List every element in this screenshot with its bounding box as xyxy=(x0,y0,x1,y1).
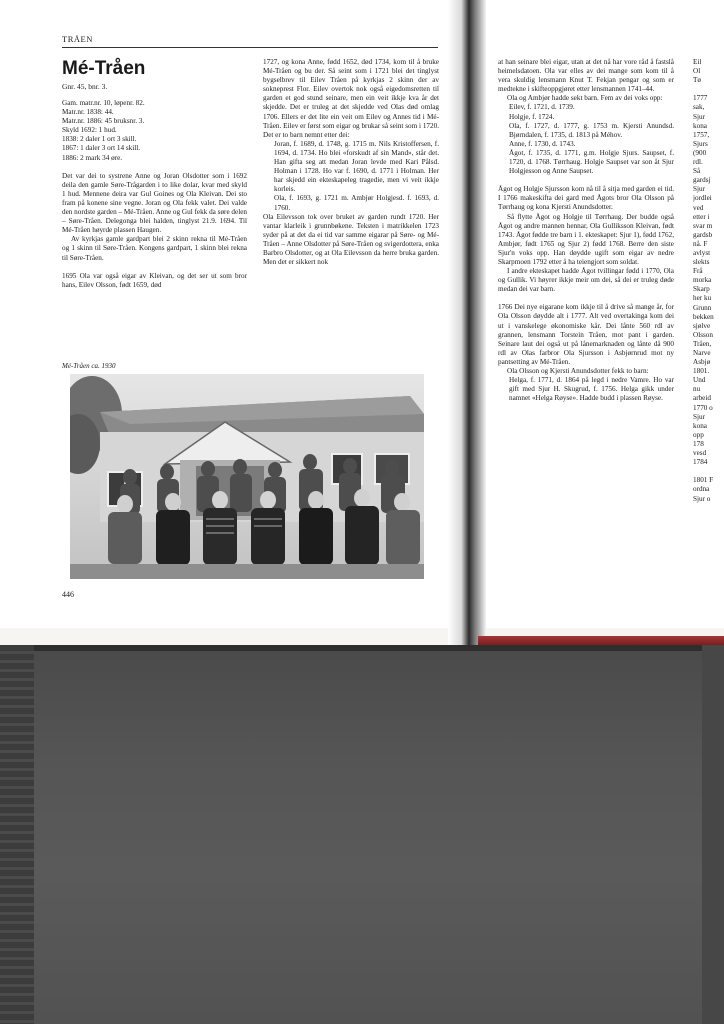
scanner-right-edge xyxy=(702,645,724,1024)
page-number: 446 xyxy=(62,590,74,599)
group-photo-illustration xyxy=(70,374,424,579)
body-paragraph: 1766 Dei nye eigarane kom ikkje til å drive så mange år, for Ola Olsson døydde alt i 1777. Alt ved overtakinga kom dei ut i vanskelege økonomiske kår. Dei lånte 560 rdl av grannen, lensmann Torstein Tråen, mot pant i garden. Seinare laut dei også ut på lånemarknaden og lånte då 900 rdl av Olas farbror Ola Sjursson i Asbjørnrud mot ny pantsetting av Mé-Tråen. xyxy=(498,303,674,366)
body-paragraph: Det var dei to systrene Anne og Joran Olsdotter som i 1692 deila den gamle Søre-Trågarden i to like dolar, kvar med skyld 1 hud. Mennene deira var Gul Goines og Ola Kleivan. Dei sto fram på konene sine vegne. Joran og Ola fekk valet. Dei valde den nordste garden – Mé-Tråen. Anne og Gul fekk da søre delen – Søre-Tråen. Delegonga blei halden, tinglyst 21.9. 1694. Til Mé-Tråen høyrde plassen Haugen. xyxy=(62,171,247,235)
cropped-line-fragment: arbeid xyxy=(693,394,711,403)
register-line: Matr.nr. 1838: 44. xyxy=(62,108,114,117)
cropped-line-fragment: 1784 xyxy=(693,458,708,467)
running-head: TRÅEN xyxy=(62,34,93,44)
cropped-line-fragment: ved xyxy=(693,203,704,212)
register-line: Gam. matr.nr. 10, løpenr. 82. xyxy=(62,99,145,107)
cropped-line-fragment: jordlei xyxy=(693,194,712,203)
body-paragraph: Ågot og Holgje Sjursson kom nå til å sitja med garden ei tid. I 1766 makeskifta dei gard med Ågots bror Ola Olsson på Tørrhaug og kona Kjersti Anundsdotter. xyxy=(498,185,674,212)
cropped-line-fragment: Ol xyxy=(693,67,701,76)
photo-caption: Mé-Tråen ca. 1930 xyxy=(62,362,116,370)
cropped-line-fragment: 1770 o xyxy=(693,403,713,412)
register-line: 1838: 2 daler 1 ort 3 skill. xyxy=(62,135,137,144)
cropped-line-fragment: 1777 xyxy=(693,94,708,103)
child-entry: Eilev, f. 1721, d. 1739. xyxy=(509,103,575,112)
cropped-line-fragment: 178 xyxy=(693,439,704,448)
cropped-line-fragment: Narve xyxy=(693,349,711,357)
child-entry: Joran, f. 1689, d. 1748, g. 1715 m. Nils Kristoffersen, f. 1694, d. 1734. Ho blei «forskudt af sin Mand», står det. Han gifta seg att medan Joran levde med Kari Pålsd. Holman i 1728. Ho var f. 1690, d. 1771 i Holman. Her har skjedd ein ekteskapeleg tragedie, men vi veit ikkje korleis. xyxy=(274,139,439,194)
cropped-line-fragment: rdl. xyxy=(693,158,703,167)
register-line: 1886: 2 mark 34 øre. xyxy=(62,153,123,162)
cropped-line-fragment: Sjur xyxy=(693,112,705,121)
cropped-line-fragment: Tø xyxy=(693,76,701,85)
body-paragraph: I andre ekteskapet hadde Ågot tvillingar fødd i 1770, Ola og Gullik. Vi høyrer ikkje meir om dei, så dei er truleg døde medan dei var barn. xyxy=(498,267,674,294)
cropped-line-fragment: vesd xyxy=(693,449,707,458)
cropped-line-fragment: morka xyxy=(693,276,712,285)
cropped-line-fragment: 1801 F xyxy=(693,476,714,485)
cropped-line-fragment: gardsb xyxy=(693,230,713,239)
group-photo xyxy=(70,374,424,579)
body-paragraph: at han seinare blei eigar, utan at det nå har vore råd å fastslå heimelsdatoen. Ola var elles av dei mange som kom til å vera skuldig lensmann Knut T. Fekjan pengar og som er medtekne i skifteoppgjøret etter lensmannen 1741–44. xyxy=(498,58,674,94)
right-column-2-cropped xyxy=(693,58,724,504)
body-paragraph: Så flytte Ågot og Holgje til Tørrhaug. Der budde også Ågot og andre mannen hennar, Ola Gulliksson Kleivan, født 1743. Ågot fødde tre barn i 1. ekteskapet: Sjur 1), fødd 1762, Ambjør, født 1765 og Sjur 2) fødd 1768. Berre den siste Sjur'n voks opp. Han døydde ugift som eigar av nedre Skarpmoen 1792 etter å ha teiengjort som soldat. xyxy=(498,212,674,266)
body-paragraph: 1727, og kona Anne, fødd 1652, død 1734, kom til å bruke Mé-Tråen og bu der. Så seint som i 1721 blei det tinglyst bygselbrev til Eilev Tråen på kyrkjas 2 skinn der av sokneprest Flor. Eilev overtok nok også eigedomsretten til garden et god stund seinare, men ein veit ikkje kva år det skjedde. Det er truleg at det skjedde ved Olas død omlag 1706. Ellers er det lite ein veit om Eilev og Annes tid i Mé-Tråen. Eilev er først som eigar og brukar så seint som i 1720. Det er to barn nemnt etter dei: xyxy=(263,58,439,139)
body-paragraph: 1695 Ola var også eigar av Kleivan, og det ser ut som bror hans, Eilev Olsson, født 1659, død xyxy=(62,271,247,289)
child-entry: Holgje, f. 1724. xyxy=(509,112,555,121)
cropped-line-fragment xyxy=(693,467,724,476)
child-entry: Ola, f. 1727, d. 1777, g. 1753 m. Kjersti Anundsd. Bjørndalen, f. 1735, d. 1813 på Méhov. xyxy=(509,121,674,139)
cropped-line-fragment: opp xyxy=(693,430,704,439)
book-cover-edge xyxy=(478,636,724,645)
child-entry: Helga, f. 1771, d. 1864 på legd i nedre Vamre. Ho var gift med Sjur H. Skugrud, f. 1756. Helga gikk under namnet «Helga Røyse». Hadde budd i plassen Røyse. xyxy=(509,376,674,403)
left-column-1 xyxy=(62,99,247,290)
cropped-line-fragment: Asbjø xyxy=(693,358,711,367)
register-line: Matr.nr. 1886: 45 bruksnr. 3. xyxy=(62,117,145,126)
cropped-line-fragment: avlyst xyxy=(693,248,711,257)
cropped-line-fragment: Frå xyxy=(693,267,703,276)
scanner-fold-line xyxy=(0,645,724,651)
cropped-line-fragment: kona xyxy=(693,121,707,130)
left-column-2 xyxy=(263,58,439,267)
cropped-line-fragment: Eil xyxy=(693,58,702,66)
child-entry: Anne, f. 1730, d. 1743. xyxy=(509,139,576,148)
child-entry: Ola, f. 1693, g. 1721 m. Ambjør Holgjesd. f. 1693, d. 1760. xyxy=(274,194,439,212)
body-paragraph: Ola Olsson og Kjersti Anundsdotter fekk to barn: xyxy=(507,367,649,375)
body-paragraph: Ola Eilevsson tok over bruket av garden rundt 1720. Her vantar klarleik i grunnbøkene. Teksten i matrikkelen 1723 syder på at det da ei tid var samme eigarar på Søre- og Mé-Tråen – Anne Olsdotter på Søre-Tråen og svigerdottera, enka Barbro Olsdotter, og at Ola Eilevsson da herre bruka garden. Men det er sikkert nok xyxy=(263,212,439,267)
cropped-line-fragment: Skarp xyxy=(693,285,710,294)
cropped-line-fragment: (900 xyxy=(693,148,707,157)
farm-number: Gnr. 45, bnr. 3. xyxy=(62,82,108,91)
cropped-line-fragment: Olsson xyxy=(693,330,713,339)
cropped-line-fragment: sak, xyxy=(693,103,705,112)
cropped-line-fragment: Sjur o xyxy=(693,494,711,503)
register-line: 1867: 1 daler 3 ort 14 skill. xyxy=(62,144,141,153)
cropped-line-fragment: Grunn xyxy=(693,303,712,312)
body-paragraph: Av kyrkjas gamle gardpart blei 2 skinn rekna til Mé-Tråen og 1 skinn til Søre-Tråen. Kongens gardpart, 1 skinn blei rekna til Søre-Tråen. xyxy=(62,235,247,262)
scanner-left-edge xyxy=(0,645,34,1024)
cropped-line-fragment: slekts xyxy=(693,258,710,267)
cropped-line-fragment: Så xyxy=(693,167,701,176)
cropped-line-fragment: kona xyxy=(693,421,707,430)
cropped-line-fragment: Sjur xyxy=(693,185,705,194)
cropped-line-fragment: Und xyxy=(693,376,706,385)
cropped-line-fragment: bekken xyxy=(693,312,714,321)
header-rule xyxy=(62,47,438,48)
register-line: Skyld 1692: 1 hud. xyxy=(62,126,117,135)
body-paragraph: Ola og Ambjør hadde sekt barn. Fem av dei voks opp: xyxy=(507,94,663,103)
right-column-1 xyxy=(498,58,674,403)
cropped-line-fragment: Tråen, xyxy=(693,339,712,348)
cropped-line-fragment: 1801. xyxy=(693,367,710,376)
page-title: Mé-Tråen xyxy=(62,58,146,79)
cropped-line-fragment: 1757, xyxy=(693,130,710,139)
cropped-line-fragment: ordna xyxy=(693,485,710,494)
child-entry: Ågot, f. 1735, d. 1771, g.m. Holgje Sjurs. Saupset, f. 1720, d. 1768. Tørrhaug. Holgje Saupset var son åt Sjur Holgjesson og Anne Saupset. xyxy=(509,148,674,176)
cropped-line-fragment: Sjurs xyxy=(693,139,708,148)
book-spine-shadow xyxy=(448,0,486,648)
scanner-background xyxy=(0,645,724,1024)
cropped-line-fragment: Sjur xyxy=(693,412,705,421)
cropped-line-fragment xyxy=(693,85,724,94)
cropped-line-fragment: nu xyxy=(693,385,701,394)
cropped-line-fragment: svar m xyxy=(693,221,713,230)
cropped-line-fragment: nå. F xyxy=(693,239,708,248)
cropped-line-fragment: etter i xyxy=(693,212,710,221)
cropped-line-fragment: sjølve xyxy=(693,321,711,330)
cropped-line-fragment: gardsj xyxy=(693,176,711,185)
cropped-line-fragment: her ku xyxy=(693,294,712,303)
